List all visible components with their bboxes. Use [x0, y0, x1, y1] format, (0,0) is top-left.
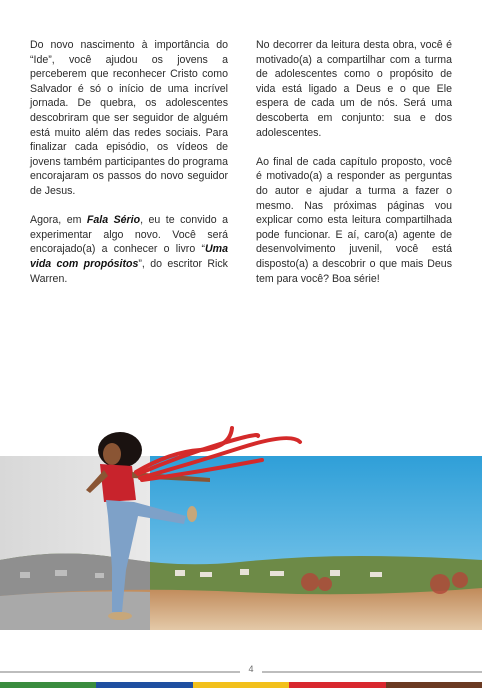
color-bar-segment	[96, 682, 192, 688]
color-bar-segment	[0, 682, 96, 688]
color-bar-segment	[193, 682, 289, 688]
page-number: 4	[248, 664, 254, 674]
color-bar-segment	[289, 682, 385, 688]
footer-rule-left	[0, 671, 240, 673]
left-text-column	[30, 38, 228, 301]
p2-middle: , eu te convido a experimentar algo novo. Você será encorajado(a) a conhecer o livro “	[30, 214, 228, 256]
photo-illustration	[0, 420, 482, 630]
left-paragraph-2	[30, 213, 228, 286]
p2-end: ”, do escritor Rick Warren.	[30, 257, 228, 285]
program-name: Fala Sério	[86, 214, 141, 227]
hero-photo	[0, 420, 482, 630]
p2-start: Agora, em	[30, 214, 87, 227]
right-paragraph-1: No decorrer da leitura desta obra, você é motivado(a) a compartilhar com a turma de adolescentes como o propósito de vida está ligado a Deus e o que Ele espera de cada um de nós. Será uma descoberta em conjunto: sua e dos adolescentes.	[256, 39, 452, 139]
left-paragraph-1: Do novo nascimento à importância do “Ide”, você ajudou os jovens a perceberem que reconhecer Cristo como Salvador é só o início de uma incrível jornada. De quebra, os adolescentes descobriram que ser seguidor de alguém está muito além das redes sociais. Para finalizar cada episódio, os vídeos de jovens também participantes do programa encorajaram os passos do novo seguidor de Jesus.	[30, 39, 228, 197]
footer-color-bar	[0, 682, 482, 688]
book-title: Uma vida com propósitos	[30, 243, 228, 270]
right-paragraph-2: Ao final de cada capítulo proposto, você é motivado(a) a responder as perguntas do autor e ajudar a turma a fazer o mesmo. Nas próximas páginas vou explicar como esta leitura compartilhada pode funcionar. E aí, caro(a) agente de desenvolvimento juvenil, você está disposto(a) a descobrir o que mais Deus tem para você? Boa série!	[256, 155, 452, 285]
footer-rule-right	[262, 671, 482, 673]
right-text-column	[256, 38, 452, 301]
color-bar-segment	[386, 682, 482, 688]
